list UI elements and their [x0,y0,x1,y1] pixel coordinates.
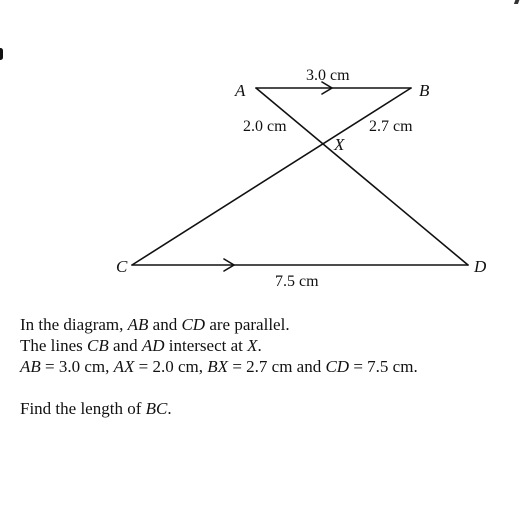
problem-question: Find the length of BC. [20,399,172,418]
segment-ad [256,88,468,265]
point-label-a: A [235,81,246,100]
measure-cd: 7.5 cm [275,273,319,290]
measure-ab: 3.0 cm [306,67,350,84]
problem-text [20,314,510,419]
point-label-b: B [419,81,430,100]
problem-line-intersect: The lines CB and AD intersect at X. [20,336,262,355]
point-label-d: D [474,257,487,276]
segment-cb [132,88,411,265]
problem-line-parallel: In the diagram, AB and CD are parallel. [20,315,290,334]
problem-line-given: AB = 3.0 cm, AX = 2.0 cm, BX = 2.7 cm and CD = 7.5 cm. [20,357,418,376]
point-label-x: X [334,135,345,154]
measure-ax: 2.0 cm [243,118,287,135]
measure-bx: 2.7 cm [369,118,413,135]
paragraph-gap [20,377,510,398]
point-label-c: C [116,257,128,276]
